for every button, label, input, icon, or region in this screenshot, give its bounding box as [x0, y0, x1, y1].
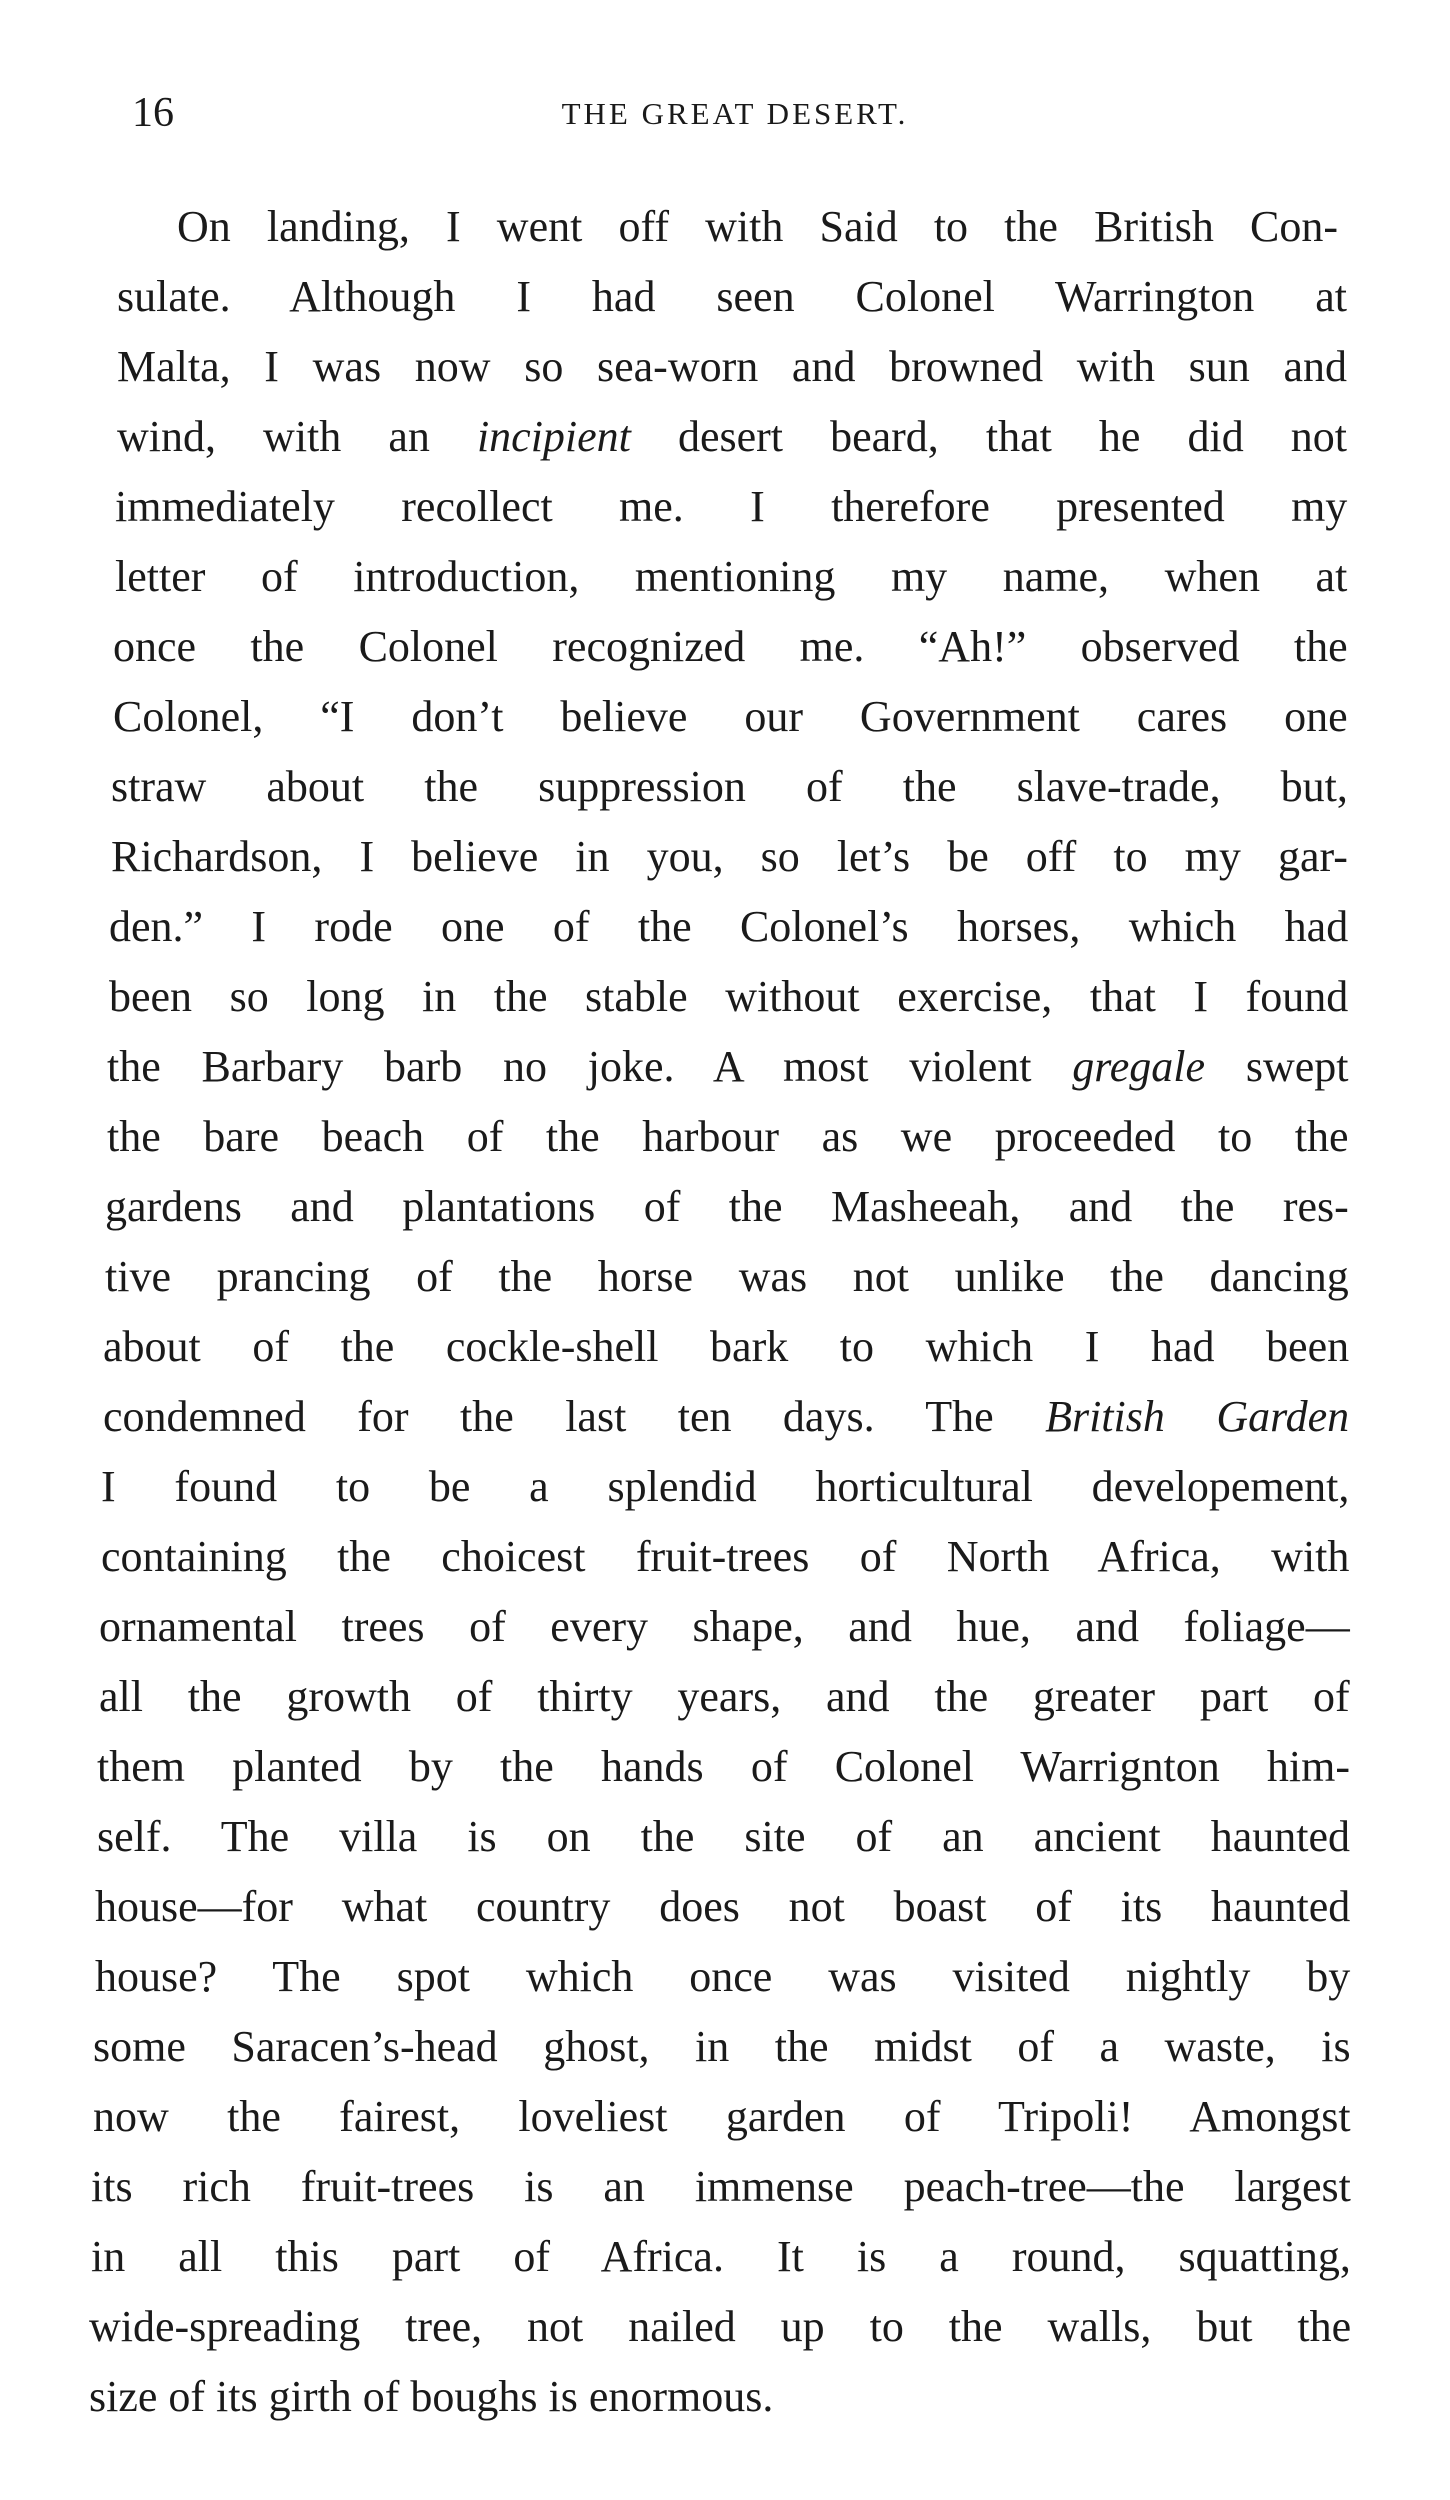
line-text: house? The spot which once was visited nightly by — [95, 1952, 1351, 2001]
text-line — [99, 1592, 1350, 1662]
line-text: now the fairest, loveliest garden of Tripoli! Amongst — [93, 2092, 1351, 2141]
line-text: been so long in the stable without exercise, that I found — [109, 972, 1349, 1021]
line-text: gardens and plantations of the Masheeah, and the res- — [105, 1182, 1349, 1231]
line-text: all the growth of thirty years, and the greater part of — [99, 1672, 1350, 1721]
line-text: sulate. Although I had seen Colonel Warrington at — [117, 272, 1347, 321]
text-line — [103, 1382, 1349, 1452]
text-line — [89, 2362, 1351, 2432]
text-line — [97, 1732, 1350, 1802]
line-text: once the Colonel recognized me. “Ah!” observed the — [113, 622, 1348, 671]
line-text: self. The villa is on the site of an ancient haunted — [97, 1812, 1350, 1861]
italic-text: incipient — [476, 412, 631, 461]
text-line — [177, 192, 1338, 262]
running-title: THE GREAT DESERT. — [561, 96, 909, 131]
text-line — [89, 2292, 1351, 2362]
text-line — [103, 1312, 1349, 1382]
text-line — [111, 752, 1348, 822]
text-line — [101, 1522, 1349, 1592]
line-text: about of the cockle-shell bark to which I had been — [103, 1322, 1350, 1371]
line-text: containing the choicest fruit-trees of North Africa, with — [101, 1532, 1350, 1581]
line-text: Malta, I was now so sea-worn and browned with sun and — [117, 342, 1347, 391]
text-line — [93, 2012, 1351, 2082]
line-text: them planted by the hands of Colonel Warrignton him- — [97, 1742, 1350, 1791]
text-line — [115, 542, 1347, 612]
line-text: the bare beach of the harbour as we proceeded to the — [107, 1112, 1349, 1161]
text-line — [117, 262, 1347, 332]
line-text: its rich fruit-trees is an immense peach-tree—the largest — [91, 2162, 1351, 2211]
line-text: some Saracen’s-head ghost, in the midst of a waste, is — [93, 2022, 1351, 2071]
line-text: Richardson, I believe in you, so let’s be off to my gar- — [111, 832, 1348, 881]
line-text: size of its girth of boughs is enormous. — [89, 2372, 774, 2421]
text-line — [113, 612, 1348, 682]
line-text: On landing, I went off with Said to the British Con- — [177, 202, 1338, 251]
text-line — [107, 1102, 1349, 1172]
text-line — [113, 682, 1348, 752]
line-text: straw about the suppression of the slave-trade, but, — [111, 762, 1348, 811]
text-line — [115, 472, 1347, 542]
text-line — [95, 1872, 1350, 1942]
line-text: tive prancing of the horse was not unlike the dancing — [105, 1252, 1349, 1301]
line-text: swept — [1205, 1042, 1349, 1091]
text-line — [111, 822, 1348, 892]
page-header — [120, 88, 1350, 138]
line-text: I found to be a splendid horticultural developement, — [101, 1462, 1350, 1511]
text-line — [99, 1662, 1350, 1732]
text-line — [93, 2082, 1351, 2152]
line-text: desert beard, that he did not — [630, 412, 1347, 461]
text-line — [107, 1032, 1349, 1102]
line-text: ornamental trees of every shape, and hue, and foliage— — [99, 1602, 1350, 1651]
line-text: in all this part of Africa. It is a round, squatting, — [91, 2232, 1351, 2281]
text-line — [109, 892, 1348, 962]
text-line — [105, 1242, 1349, 1312]
line-text: letter of introduction, mentioning my name, when at — [115, 552, 1348, 601]
page-number: 16 — [132, 90, 174, 136]
text-line — [109, 962, 1348, 1032]
text-line — [101, 1452, 1349, 1522]
text-line — [91, 2152, 1351, 2222]
text-line — [97, 1802, 1350, 1872]
line-text: wide-spreading tree, not nailed up to the walls, but the — [89, 2302, 1352, 2351]
text-line — [117, 402, 1347, 472]
text-line — [117, 332, 1347, 402]
line-text: condemned for the last ten days. The — [103, 1392, 1046, 1441]
line-text: immediately recollect me. I therefore presented my — [115, 482, 1348, 531]
line-text: wind, with an — [117, 412, 477, 461]
body-paragraph — [89, 192, 1352, 2432]
text-line — [105, 1172, 1349, 1242]
text-line — [95, 1942, 1350, 2012]
line-text: Colonel, “I don’t believe our Government cares one — [113, 692, 1348, 741]
italic-text: British Garden — [1045, 1392, 1350, 1441]
text-line — [91, 2222, 1351, 2292]
line-text: the Barbary barb no joke. A most violent — [107, 1042, 1073, 1091]
italic-text: gregale — [1072, 1042, 1206, 1091]
line-text: den.” I rode one of the Colonel’s horses, which had — [109, 902, 1349, 951]
line-text: house—for what country does not boast of its haunted — [95, 1882, 1351, 1931]
